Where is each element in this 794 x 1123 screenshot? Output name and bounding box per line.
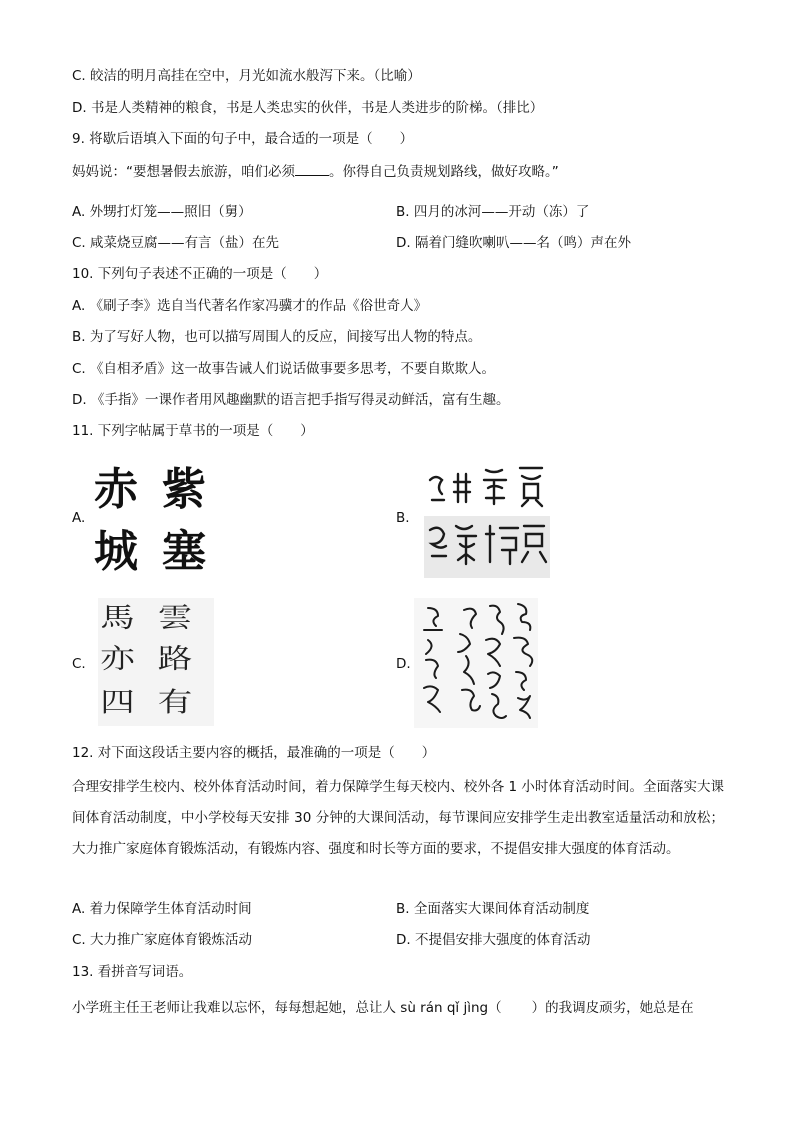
option-9c: C. 咸菜烧豆腐——有言（盐）在先 [72,235,280,251]
char-c3: 亦 [100,643,135,676]
cursive-script-svg [414,598,538,728]
calligraphy-image-a [92,458,224,576]
option-12d: D. 不提倡安排大强度的体育活动 [396,932,591,948]
char-c4: 路 [157,643,193,676]
option-11b-label: B. [396,510,410,526]
option-11a-label: A. [72,510,86,526]
option-11c-label: C. [72,656,86,672]
passage-start: 小学班主任王老师让我难以忘怀，每每想起她，总让人 sù rán qǐ jìng（ [72,1000,502,1016]
question-13: 13. 看拼音写词语。 [72,964,193,980]
question-11: 11. 下列字帖属于草书的一项是（ ） [72,423,314,439]
option-12a: A. 着力保障学生体育活动时间 [72,901,252,917]
option-10b: B. 为了写好人物，也可以描写周围人的反应，间接写出人物的特点。 [72,329,482,345]
option-9d: D. 隔着门缝吹喇叭——名（鸣）声在外 [396,235,631,251]
char-a3: 城 [94,526,138,576]
calligraphy-image-d [414,598,538,728]
option-9b: B. 四月的冰河——开动（冻）了 [396,204,590,220]
calligraphy-image-c [98,598,214,726]
option-8d: D. 书是人类精神的粮食，书是人类忠实的伙伴，书是人类进步的阶梯。（排比） [72,100,544,116]
question-9: 9. 将歇后语填入下面的句子中，最合适的一项是（ ） [72,131,414,147]
question-9-quote [72,162,559,182]
question-10: 10. 下列句子表述不正确的一项是（ ） [72,266,328,282]
char-c2: 雲 [157,602,193,634]
clerical-script-svg [98,598,214,726]
option-8c: C. 皎洁的明月高挂在空中，月光如流水般泻下来。（比喻） [72,68,421,84]
seal-script-svg [424,460,550,578]
char-a2: 紫 [162,464,206,515]
option-10c: C. 《自相矛盾》这一故事告诫人们说话做事要多思考，不要自欺欺人。 [72,361,496,377]
option-12c: C. 大力推广家庭体育锻炼活动 [72,932,253,948]
char-a4: 塞 [162,526,206,576]
option-9a: A. 外甥打灯笼——照旧（舅） [72,204,252,220]
quote-start: 妈妈说：“要想暑假去旅游，咱们必须 [72,164,295,180]
quote-end: 。你得自己负责规划路线，做好攻略。” [329,164,559,180]
option-12b: B. 全面落实大课间体育活动制度 [396,901,590,917]
question-12-passage: 合理安排学生校内、校外体育活动时间，着力保障学生每天校内、校外各 1 小时体育活动时间。全面落实大课间体育活动制度，中小学校每天安排 30 分钟的大课间活动，每节课间应安排学生走出教室适量活动和放松；大力推广家庭体育锻炼活动，有锻炼内容、强度和时长等方面的要求，不提倡安排大强度的体育活动。 [72,779,724,857]
passage-end: ）的我调皮顽劣，她总是在 [531,1000,694,1016]
char-c5: 四 [100,686,135,719]
question-12: 12. 对下面这段话主要内容的概括，最准确的一项是（ ） [72,745,436,761]
answer-blank [295,175,329,176]
question-13-passage [72,998,694,1018]
calligraphy-a-svg [92,458,224,576]
calligraphy-image-b [424,460,550,578]
char-c1: 馬 [100,602,135,634]
char-a1: 赤 [94,464,138,515]
option-11d-label: D. [396,656,411,672]
char-c6: 有 [157,686,193,719]
option-10a: A. 《刷子李》选自当代著名作家冯骥才的作品《俗世奇人》 [72,298,428,314]
option-10d: D. 《手指》一课作者用风趣幽默的语言把手指写得灵动鲜活，富有生趣。 [72,392,510,408]
